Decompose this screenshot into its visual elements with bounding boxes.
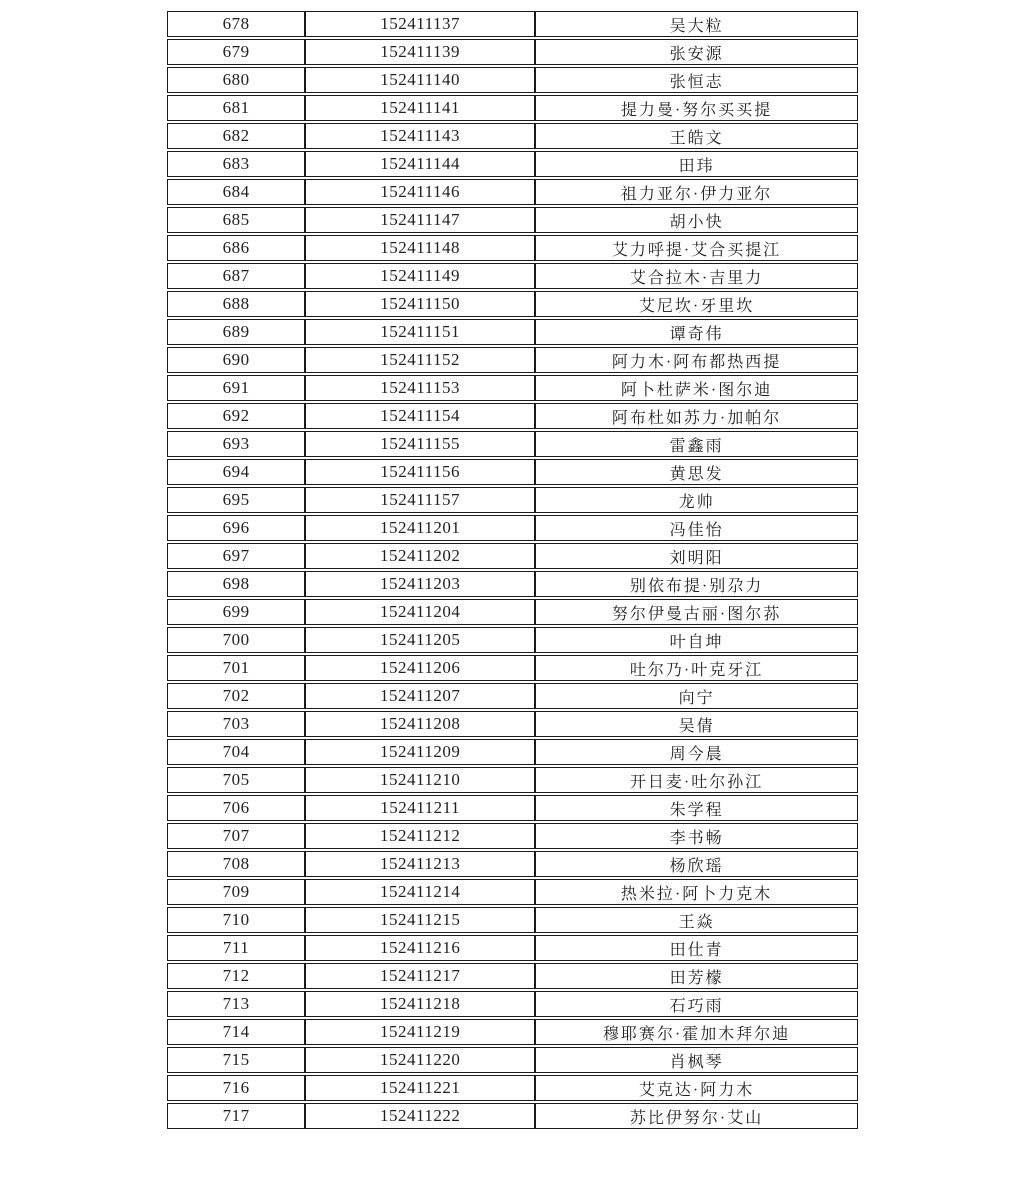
table-row: [167, 655, 858, 681]
student-name-cell: 阿布杜如苏力·加帕尔: [535, 403, 858, 429]
row-number-cell: 713: [167, 991, 305, 1017]
row-number-cell: 695: [167, 487, 305, 513]
student-name-cell: 黄思发: [535, 459, 858, 485]
student-id-cell: 152411156: [305, 459, 535, 485]
table-row: [167, 1103, 858, 1129]
student-id-cell: 152411210: [305, 767, 535, 793]
student-id-cell: 152411216: [305, 935, 535, 961]
row-number-cell: 692: [167, 403, 305, 429]
table-row: [167, 151, 858, 177]
student-name-cell: 田芳檬: [535, 963, 858, 989]
row-number-cell: 680: [167, 67, 305, 93]
student-name-cell: 雷鑫雨: [535, 431, 858, 457]
student-id-cell: 152411203: [305, 571, 535, 597]
student-id-cell: 152411207: [305, 683, 535, 709]
row-number-cell: 715: [167, 1047, 305, 1073]
table-row: [167, 795, 858, 821]
student-id-cell: 152411140: [305, 67, 535, 93]
student-name-cell: 努尔伊曼古丽·图尔荪: [535, 599, 858, 625]
student-name-cell: 张安源: [535, 39, 858, 65]
table-row: [167, 375, 858, 401]
table-row: [167, 123, 858, 149]
student-id-cell: 152411205: [305, 627, 535, 653]
table-row: [167, 235, 858, 261]
table-row: [167, 571, 858, 597]
row-number-cell: 682: [167, 123, 305, 149]
row-number-cell: 701: [167, 655, 305, 681]
table-row: [167, 879, 858, 905]
student-name-cell: 石巧雨: [535, 991, 858, 1017]
row-number-cell: 686: [167, 235, 305, 261]
row-number-cell: 679: [167, 39, 305, 65]
student-name-cell: 开日麦·吐尔孙江: [535, 767, 858, 793]
student-name-cell: 周今晨: [535, 739, 858, 765]
student-name-cell: 杨欣瑶: [535, 851, 858, 877]
table-row: [167, 487, 858, 513]
student-name-cell: 肖枫琴: [535, 1047, 858, 1073]
table-row: [167, 1075, 858, 1101]
table-row: [167, 1019, 858, 1045]
row-number-cell: 714: [167, 1019, 305, 1045]
roster-table-container: [167, 9, 858, 1131]
student-name-cell: 王皓文: [535, 123, 858, 149]
student-id-cell: 152411152: [305, 347, 535, 373]
table-row: [167, 599, 858, 625]
student-id-cell: 152411218: [305, 991, 535, 1017]
row-number-cell: 712: [167, 963, 305, 989]
student-name-cell: 王焱: [535, 907, 858, 933]
table-row: [167, 263, 858, 289]
student-id-cell: 152411147: [305, 207, 535, 233]
student-id-cell: 152411150: [305, 291, 535, 317]
student-id-cell: 152411151: [305, 319, 535, 345]
student-name-cell: 张恒志: [535, 67, 858, 93]
row-number-cell: 685: [167, 207, 305, 233]
student-id-cell: 152411137: [305, 11, 535, 37]
student-id-cell: 152411214: [305, 879, 535, 905]
student-id-cell: 152411208: [305, 711, 535, 737]
student-name-cell: 阿卜杜萨米·图尔迪: [535, 375, 858, 401]
row-number-cell: 687: [167, 263, 305, 289]
row-number-cell: 697: [167, 543, 305, 569]
table-row: [167, 403, 858, 429]
table-row: [167, 963, 858, 989]
student-name-cell: 艾合拉木·吉里力: [535, 263, 858, 289]
student-name-cell: 叶自坤: [535, 627, 858, 653]
table-row: [167, 907, 858, 933]
student-name-cell: 胡小快: [535, 207, 858, 233]
table-row: [167, 1047, 858, 1073]
row-number-cell: 696: [167, 515, 305, 541]
student-id-cell: 152411206: [305, 655, 535, 681]
student-name-cell: 吴倩: [535, 711, 858, 737]
table-row: [167, 515, 858, 541]
student-name-cell: 艾尼坎·牙里坎: [535, 291, 858, 317]
student-name-cell: 龙帅: [535, 487, 858, 513]
student-id-cell: 152411215: [305, 907, 535, 933]
row-number-cell: 693: [167, 431, 305, 457]
student-name-cell: 李书畅: [535, 823, 858, 849]
student-name-cell: 刘明阳: [535, 543, 858, 569]
row-number-cell: 709: [167, 879, 305, 905]
student-name-cell: 田仕青: [535, 935, 858, 961]
row-number-cell: 705: [167, 767, 305, 793]
table-row: [167, 207, 858, 233]
table-row: [167, 39, 858, 65]
row-number-cell: 689: [167, 319, 305, 345]
student-id-cell: 152411146: [305, 179, 535, 205]
student-id-cell: 152411154: [305, 403, 535, 429]
table-row: [167, 291, 858, 317]
student-id-cell: 152411141: [305, 95, 535, 121]
student-id-cell: 152411202: [305, 543, 535, 569]
student-id-cell: 152411217: [305, 963, 535, 989]
row-number-cell: 700: [167, 627, 305, 653]
table-row: [167, 347, 858, 373]
student-name-cell: 别依布提·别尕力: [535, 571, 858, 597]
table-row: [167, 711, 858, 737]
table-row: [167, 851, 858, 877]
student-name-cell: 吴大粒: [535, 11, 858, 37]
student-name-cell: 艾克达·阿力木: [535, 1075, 858, 1101]
student-name-cell: 苏比伊努尔·艾山: [535, 1103, 858, 1129]
student-id-cell: 152411155: [305, 431, 535, 457]
table-row: [167, 179, 858, 205]
table-row: [167, 739, 858, 765]
student-id-cell: 152411139: [305, 39, 535, 65]
student-name-cell: 艾力呼提·艾合买提江: [535, 235, 858, 261]
table-row: [167, 823, 858, 849]
row-number-cell: 716: [167, 1075, 305, 1101]
roster-table: [167, 9, 858, 1131]
student-id-cell: 152411211: [305, 795, 535, 821]
student-id-cell: 152411153: [305, 375, 535, 401]
row-number-cell: 717: [167, 1103, 305, 1129]
row-number-cell: 684: [167, 179, 305, 205]
row-number-cell: 708: [167, 851, 305, 877]
student-id-cell: 152411157: [305, 487, 535, 513]
table-row: [167, 95, 858, 121]
row-number-cell: 691: [167, 375, 305, 401]
roster-table-body: [167, 11, 858, 1129]
row-number-cell: 710: [167, 907, 305, 933]
row-number-cell: 711: [167, 935, 305, 961]
student-id-cell: 152411204: [305, 599, 535, 625]
row-number-cell: 703: [167, 711, 305, 737]
row-number-cell: 688: [167, 291, 305, 317]
table-row: [167, 935, 858, 961]
student-id-cell: 152411148: [305, 235, 535, 261]
student-id-cell: 152411209: [305, 739, 535, 765]
row-number-cell: 702: [167, 683, 305, 709]
student-name-cell: 穆耶赛尔·霍加木拜尔迪: [535, 1019, 858, 1045]
table-row: [167, 767, 858, 793]
table-row: [167, 459, 858, 485]
table-row: [167, 319, 858, 345]
student-id-cell: 152411201: [305, 515, 535, 541]
row-number-cell: 699: [167, 599, 305, 625]
row-number-cell: 698: [167, 571, 305, 597]
student-id-cell: 152411144: [305, 151, 535, 177]
student-id-cell: 152411222: [305, 1103, 535, 1129]
table-row: [167, 431, 858, 457]
row-number-cell: 704: [167, 739, 305, 765]
row-number-cell: 694: [167, 459, 305, 485]
student-name-cell: 谭奇伟: [535, 319, 858, 345]
student-name-cell: 祖力亚尔·伊力亚尔: [535, 179, 858, 205]
student-name-cell: 田玮: [535, 151, 858, 177]
row-number-cell: 683: [167, 151, 305, 177]
table-row: [167, 991, 858, 1017]
student-name-cell: 吐尔乃·叶克牙江: [535, 655, 858, 681]
student-id-cell: 152411221: [305, 1075, 535, 1101]
student-id-cell: 152411143: [305, 123, 535, 149]
row-number-cell: 678: [167, 11, 305, 37]
row-number-cell: 681: [167, 95, 305, 121]
student-id-cell: 152411212: [305, 823, 535, 849]
student-name-cell: 冯佳怡: [535, 515, 858, 541]
student-name-cell: 阿力木·阿布都热西提: [535, 347, 858, 373]
table-row: [167, 683, 858, 709]
student-name-cell: 向宁: [535, 683, 858, 709]
table-row: [167, 11, 858, 37]
student-name-cell: 热米拉·阿卜力克木: [535, 879, 858, 905]
student-name-cell: 提力曼·努尔买买提: [535, 95, 858, 121]
student-id-cell: 152411213: [305, 851, 535, 877]
table-row: [167, 543, 858, 569]
row-number-cell: 706: [167, 795, 305, 821]
student-name-cell: 朱学程: [535, 795, 858, 821]
row-number-cell: 707: [167, 823, 305, 849]
row-number-cell: 690: [167, 347, 305, 373]
student-id-cell: 152411149: [305, 263, 535, 289]
student-id-cell: 152411220: [305, 1047, 535, 1073]
table-row: [167, 67, 858, 93]
student-id-cell: 152411219: [305, 1019, 535, 1045]
table-row: [167, 627, 858, 653]
